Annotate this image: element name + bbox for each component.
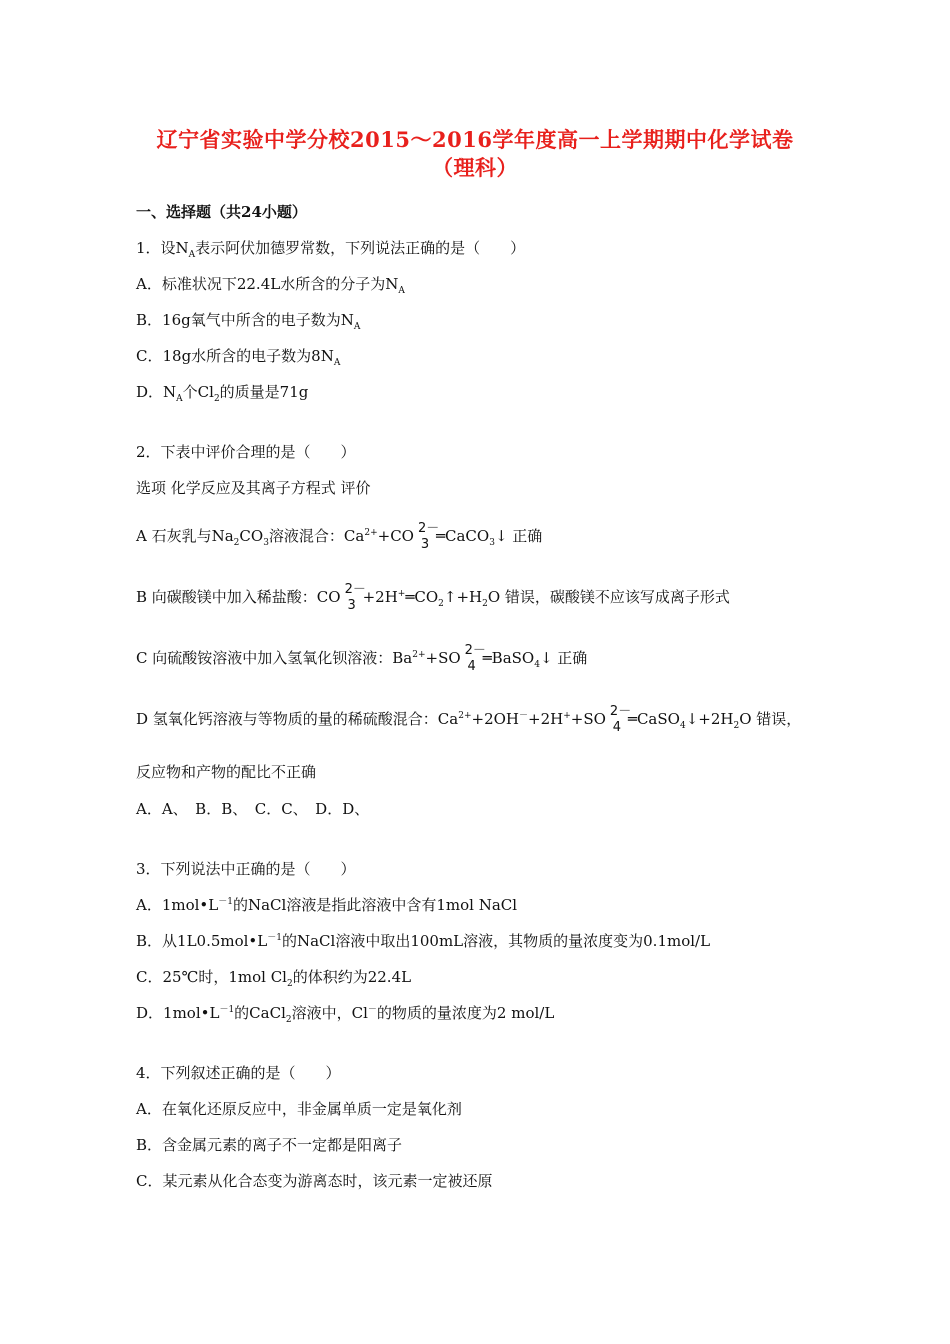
q3-option-d (136, 1003, 554, 1026)
ion-charge-fraction (417, 521, 440, 553)
superscript: －1 (219, 1005, 235, 1015)
q3-stem: 3．下列说法中正确的是（ ） (136, 860, 356, 878)
subscript-count: 4 (612, 720, 622, 735)
row-text: 溶液混合：Ca (268, 527, 365, 545)
q2-row-d-continuation: 反应物和产物的配比不正确 (136, 763, 317, 781)
row-text: CO (239, 527, 264, 545)
row-text: ↑+H (443, 588, 483, 606)
charge: 2－ (609, 704, 632, 719)
superscript: 2+ (412, 650, 426, 660)
q4-option-b: B．含金属元素的离子不一定都是阳离子 (136, 1136, 403, 1154)
row-text: ═CaSO (627, 710, 680, 728)
option-text: 的NaCl溶液中取出100mL溶液，其物质的量浓度变为0.1mol/L (281, 932, 711, 950)
subscript-count: 3 (420, 537, 430, 552)
row-text: O 错误， (739, 710, 802, 728)
row-text: ═CaCO (435, 527, 490, 545)
option-text: C．18g水所含的电子数为8N (136, 347, 334, 365)
row-text: O 错误，碳酸镁不应该写成离子形式 (487, 588, 730, 606)
row-text: ↓ 正确 (539, 649, 588, 667)
row-text: +SO (570, 710, 606, 728)
subscript: 2 (733, 721, 740, 731)
title-line-1: 辽宁省实验中学分校2015～2016学年度高一上学期期中化学试卷 (156, 127, 794, 152)
q2-row-a (136, 521, 542, 553)
superscript: 2+ (458, 711, 472, 721)
q2-options: A．A、 B．B、 C．C、 D．D、 (136, 800, 370, 818)
ion-charge-fraction (344, 582, 366, 614)
option-text: D．1mol•L (136, 1004, 220, 1022)
q1-option-c (136, 346, 340, 369)
row-text: +2H (362, 588, 398, 606)
subscript: A (188, 250, 196, 260)
superscript: + (397, 589, 406, 599)
row-text: +2OH (471, 710, 519, 728)
row-text: ═CO (405, 588, 439, 606)
subscript-count: 3 (347, 598, 356, 613)
row-text: ↓ 正确 (494, 527, 543, 545)
q4-option-a: A．在氧化还原反应中，非金属单质一定是氧化剂 (136, 1100, 462, 1118)
title-line-2: （理科） (432, 155, 518, 180)
subscript: 2 (285, 1015, 292, 1025)
subscript: 4 (534, 660, 540, 670)
option-text: A．标准状况下22.4L水所含的分子为N (136, 275, 399, 293)
charge: 2－ (417, 521, 440, 536)
option-text: 的体积约为22.4L (292, 968, 412, 986)
superscript: －1 (267, 933, 282, 943)
q1-option-b (136, 310, 360, 333)
q1-stem-text-2: 表示阿伏加德罗常数，下列说法正确的是（ ） (195, 239, 526, 257)
q1-stem (136, 238, 525, 261)
superscript: + (563, 711, 571, 721)
option-text: B．从1L0.5mol•L (136, 932, 268, 950)
option-text: 溶液中，Cl (291, 1004, 368, 1022)
q4-stem: 4．下列叙述正确的是（ ） (136, 1064, 341, 1082)
q2-row-b (136, 582, 730, 614)
q1-option-a (136, 274, 405, 297)
row-text: D 氢氧化钙溶液与等物质的量的稀硫酸混合：Ca (136, 710, 459, 728)
superscript: － (519, 711, 529, 721)
subscript: A (398, 286, 405, 296)
subscript-count: 4 (467, 659, 476, 674)
row-text: C 向硫酸铵溶液中加入氢氧化钡溶液：Ba (136, 649, 413, 667)
subscript: 2 (233, 538, 240, 548)
row-text: ↓+2H (685, 710, 734, 728)
q4-option-c: C．某元素从化合态变为游离态时，该元素一定被还原 (136, 1172, 493, 1190)
subscript: 3 (489, 538, 495, 548)
ion-charge-fraction (609, 704, 632, 736)
ion-charge-fraction (464, 643, 486, 675)
subscript: A (353, 322, 361, 332)
subscript: 4 (679, 721, 686, 731)
subscript: 3 (263, 538, 269, 548)
option-text: 个Cl (182, 383, 214, 401)
superscript: － (367, 1005, 377, 1015)
row-text: +SO (425, 649, 461, 667)
q2-stem: 2．下表中评价合理的是（ ） (136, 443, 356, 461)
subscript: A (333, 358, 341, 368)
superscript: －1 (218, 897, 233, 907)
option-text: B．16g氧气中所含的电子数为N (136, 311, 354, 329)
q3-option-a (136, 895, 517, 918)
option-text: C．25℃时，1mol Cl (136, 968, 287, 986)
q3-option-c (136, 967, 411, 990)
option-text: 的质量是71g (219, 383, 309, 401)
subscript: 2 (286, 979, 293, 989)
row-text: B 向碳酸镁中加入稀盐酸：CO (136, 588, 341, 606)
q2-table-header: 选项 化学反应及其离子方程式 评价 (136, 479, 371, 497)
row-text: +CO (377, 527, 414, 545)
q2-row-d (136, 704, 801, 736)
option-text: A．1mol•L (136, 896, 219, 914)
option-text: 的NaCl溶液是指此溶液中含有1mol NaCl (232, 896, 518, 914)
option-text: 的物质的量浓度为2 mol/L (376, 1004, 555, 1022)
q3-option-b (136, 931, 710, 954)
charge: 2－ (344, 582, 366, 597)
subscript: 2 (438, 599, 444, 609)
charge: 2－ (464, 643, 486, 658)
q2-row-c (136, 643, 587, 675)
row-text: +2H (528, 710, 564, 728)
option-text: 的CaCl (234, 1004, 286, 1022)
section-heading: 一、选择题（共24小题） (136, 203, 307, 221)
row-text: ═BaSO (482, 649, 535, 667)
option-text: D．N (136, 383, 177, 401)
subscript: A (176, 394, 183, 404)
q1-option-d (136, 382, 308, 405)
row-text: A 石灰乳与Na (136, 527, 234, 545)
subscript: 2 (213, 394, 220, 404)
subscript: 2 (482, 599, 488, 609)
q1-stem-text: 1．设N (136, 239, 189, 257)
superscript: 2+ (364, 528, 378, 538)
